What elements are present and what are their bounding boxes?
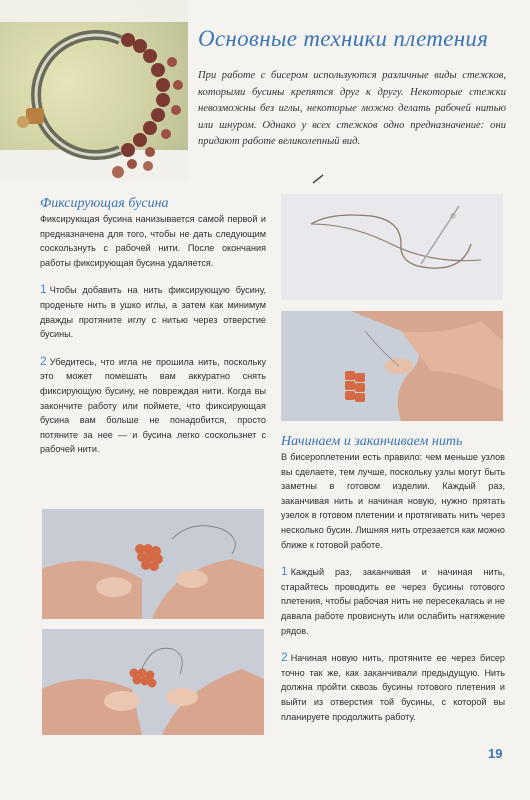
step-text: Чтобы добавить на нить фиксирующую бусину, проденьте нить в ушко иглы, а затем как минимум дважды протяните иглу с нитью через отверстие бусины. bbox=[40, 285, 266, 340]
step-text: Начиная новую нить, протяните ее через бисер точно так же, как заканчивали предыдущую. Нить должна пройти сквозь бусины готового плетения и выйти из отверстия той бусины, с которой вы планируете продолжить работу. bbox=[281, 653, 505, 722]
hand-beads-photo bbox=[281, 311, 503, 421]
intro-text: При работе с бисером используются различные виды стежков, которыми бусины крепятся друг к другу. Некоторые стежки невозможны без иглы, некоторые можно делать рабочей нитью или шнуром. Однако у всех стежков одно предназначение: они придают работе великолепный вид. bbox=[198, 70, 506, 148]
thread-step-2 bbox=[281, 650, 505, 724]
step-text: Убедитесь, что игла не прошила нить, поскольку это может помешать вам аккуратно снять фиксирующую бусину, не повреждая нити. Когда вы закончите работу или поймете, что фиксирующая бусина вам больше не понадобится, просто потяните за нее — и бусина легко соскользнет с рабочей нити. bbox=[40, 356, 266, 455]
fixing-bead-step-1 bbox=[40, 282, 266, 341]
fixing-bead-paragraph: Фиксирующая бусина нанизывается самой первой и предназначена для того, чтобы не дать следующим соскользнуть с рабочей нити. После окончания работы фиксирующая бусина удаляется. bbox=[40, 214, 266, 268]
hands-beadwork-photo-2 bbox=[42, 629, 264, 735]
section-thread-start-end-text bbox=[281, 450, 505, 736]
step-number: 2 bbox=[281, 650, 288, 665]
section-heading-thread-start-end: Начинаем и заканчиваем нить bbox=[281, 434, 463, 449]
step-number: 1 bbox=[40, 282, 47, 297]
section-fixing-bead-text bbox=[40, 212, 266, 469]
page-number: 19 bbox=[488, 746, 503, 761]
page-title: Основные техники плетения bbox=[198, 26, 489, 51]
section-heading-fixing-bead: Фиксирующая бусина bbox=[40, 196, 169, 211]
step-text: Каждый раз, заканчивая и начиная нить, старайтесь проводить ее через бусины готового плетения, чтобы рабочая нить не пересекалась и не давала работе провиснуть или ослабить натяжение рядов. bbox=[281, 567, 505, 636]
needle-thread-photo bbox=[281, 194, 503, 300]
thread-step-1 bbox=[281, 564, 505, 638]
decorative-tick-mark bbox=[312, 173, 324, 185]
hands-beadwork-photo-1 bbox=[42, 509, 264, 619]
step-number: 1 bbox=[281, 564, 288, 579]
earring-photo bbox=[0, 0, 188, 180]
thread-paragraph: В бисероплетении есть правило: чем меньше узлов вы сделаете, тем лучше, поскольку узлы могут быть заметны в готовом изделии. Каждый раз, заканчивая нить и начиная новую, нужно прятать узелок в готовом плетении и протягивать нить через несколько бусин. Лишняя нить отрезается как можно ближе к готовой работе. bbox=[281, 452, 505, 550]
fixing-bead-step-2 bbox=[40, 354, 266, 457]
step-number: 2 bbox=[40, 353, 47, 368]
